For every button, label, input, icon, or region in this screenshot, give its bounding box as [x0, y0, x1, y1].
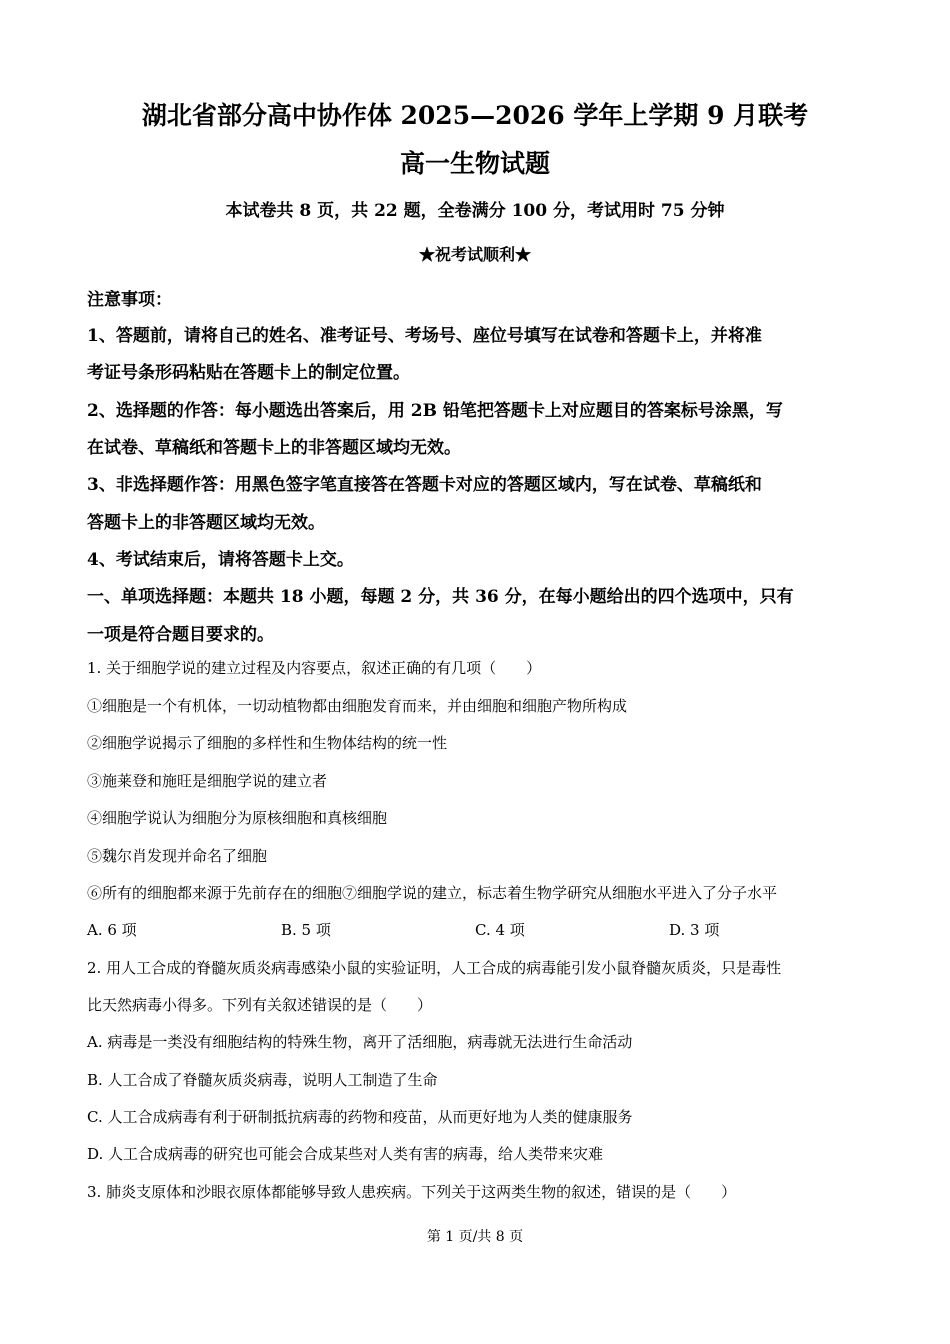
q1-statement: ②细胞学说揭示了细胞的多样性和生物体结构的统一性 — [87, 734, 448, 752]
notice-line: 2、选择题的作答：每小题选出答案后，用 2B 铅笔把答题卡上对应题目的答案标号涂黑，写 — [87, 401, 783, 421]
q2-option-d: D. 人工合成病毒的研究也可能会合成某些对人类有害的病毒，给人类带来灾难 — [87, 1145, 604, 1163]
notice-line: 考证号条形码粘贴在答题卡上的制定位置。 — [87, 363, 410, 383]
exam-info: 本试卷共 8 页，共 22 题，全卷满分 100 分，考试用时 75 分钟 — [225, 201, 725, 221]
q1-statement: ③施莱登和施旺是细胞学说的建立者 — [87, 772, 328, 790]
q1-option-c: C. 4 项 — [475, 921, 525, 939]
page-number-footer: 第 1 页/共 8 页 — [426, 1229, 524, 1245]
question-2-stem: 2. 用人工合成的脊髓灰质炎病毒感染小鼠的实验证明，人工合成的病毒能引发小鼠脊髓灰质炎，只是毒性 — [87, 959, 782, 977]
notice-heading: 注意事项： — [87, 290, 172, 310]
exam-title: 湖北省部分高中协作体 2025—2026 学年上学期 9 月联考 — [141, 101, 809, 130]
question-2-stem-cont: 比天然病毒小得多。下列有关叙述错误的是（ ） — [87, 996, 433, 1014]
notice-line: 在试卷、草稿纸和答题卡上的非答题区域均无效。 — [87, 438, 461, 458]
q1-option-a: A. 6 项 — [87, 921, 137, 939]
notice-line: 答题卡上的非答题区域均无效。 — [87, 513, 325, 533]
exam-subtitle: 高一生物试题 — [399, 149, 550, 178]
q1-statement: ①细胞是一个有机体，一切动植物都由细胞发育而来，并由细胞和细胞产物所构成 — [87, 697, 628, 715]
q2-option-a: A. 病毒是一类没有细胞结构的特殊生物，离开了活细胞，病毒就无法进行生命活动 — [87, 1033, 633, 1051]
notice-line: 3、非选择题作答：用黑色签字笔直接答在答题卡对应的答题区域内，写在试卷、草稿纸和 — [87, 475, 762, 495]
section-heading: 一、单项选择题：本题共 18 小题，每题 2 分，共 36 分，在每小题给出的四个选项中，只有 — [87, 587, 794, 607]
q1-statement: ⑥所有的细胞都来源于先前存在的细胞⑦细胞学说的建立，标志着生物学研究从细胞水平进入了分子水平 — [87, 884, 778, 902]
notice-line: 1、答题前，请将自己的姓名、准考证号、考场号、座位号填写在试卷和答题卡上，并将准 — [87, 326, 762, 346]
question-1-stem: 1. 关于细胞学说的建立过程及内容要点，叙述正确的有几项（ ） — [87, 659, 542, 677]
q1-option-d: D. 3 项 — [669, 921, 720, 939]
notice-line: 4、考试结束后，请将答题卡上交。 — [87, 550, 354, 570]
q2-option-b: B. 人工合成了脊髓灰质炎病毒，说明人工制造了生命 — [87, 1071, 438, 1089]
q1-statement: ④细胞学说认为细胞分为原核细胞和真核细胞 — [87, 809, 388, 827]
q1-option-b: B. 5 项 — [281, 921, 331, 939]
section-heading-cont: 一项是符合题目要求的。 — [87, 625, 274, 645]
q1-statement: ⑤魏尔肖发现并命名了细胞 — [87, 847, 268, 865]
good-luck-line: ★祝考试顺利★ — [418, 245, 531, 264]
q2-option-c: C. 人工合成病毒有利于研制抵抗病毒的药物和疫苗，从而更好地为人类的健康服务 — [87, 1108, 633, 1126]
question-3-stem: 3. 肺炎支原体和沙眼衣原体都能够导致人患疾病。下列关于这两类生物的叙述，错误的是（ ） — [87, 1183, 737, 1201]
